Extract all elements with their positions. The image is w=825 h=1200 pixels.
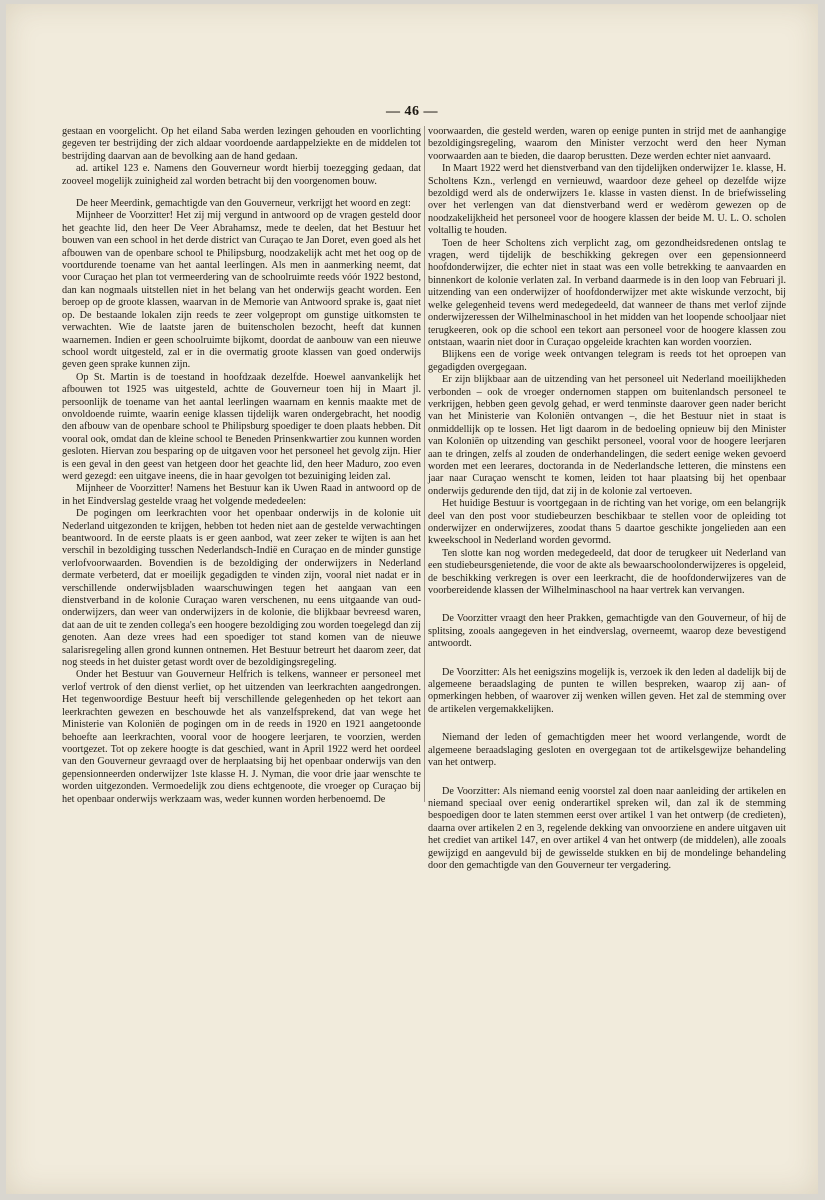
paragraph: De pogingen om leerkrachten voor het openbaar onderwijs in de kolonie uit Nederland uitgezonden te krijgen, hebben tot heden niet aan de gestelde verwachtingen beantwoord. In de eerste plaats is er geen aanbod, wat zeer zeker te wijten is aan het verschil in bezoldiging tusschen Nederlandsch-Indië en Curaçao en de minder gunstige verlofvoorwaarden. Bovendien is de bezoldiging der onderwijzers in Nederland dermate verbeterd, dat er moeilijk gegadigden te vinden zijn, vooral niet nadat er in verschillende onderwijsbladen waarschuwingen tegen het aangaan van een dienstverband in de kolonie Curaçao waren verschenen, nu eens uitgaande van oud-onderwijzers, dan weer van onderwijzers in de kolonie, die blijkbaar bevreesd waren, dat aan de uit te zenden collega's een hoogere bezoldiging zou worden toegelegd dan zij genoten. Aan deze vrees had een spoediger tot stand komen van de nieuwe salarisregeling allen grond kunnen ontnemen. Het Bestuur betreurt het daarom zeer, dat nog steeds in het duister getast wordt over de bezoldigingsregeling. bbox=[62, 508, 421, 669]
paragraph: De Voorzitter vraagt den heer Prakken, gemachtigde van den Gouverneur, of hij de splitsing, zooals aangegeven in het eindverslag, overneemt, waarop deze bevestigend antwoordt. bbox=[428, 613, 786, 650]
paragraph: Onder het Bestuur van Gouverneur Helfrich is telkens, wanneer er personeel met verlof vertrok of den dienst verliet, op het uitzenden van leerkrachten aangedrongen. Het tegenwoordige Bestuur heeft bij verschillende gelegenheden op het tekort aan leerkrachten gewezen en beschouwde het als vanzelfsprekend, dat van wege het Ministerie van Koloniën de pogingen om in de reeds in 1920 en 1921 aangetoonde behoefte aan leerkrachten, vooral voor de hoogere leerjaren, te voorzien, werden voortgezet. Tot op zekere hoogte is dat geschied, want in April 1922 werd het oordeel van den Gouverneur gevraagd over de herplaatsing bij het openbaar onderwijs van den gepensionneerden onderwijzer 1ste klasse H. J. Nyman, die voor drie jaar wenschte te worden uitgezonden. Vermoedelijk zou diens echtgenoote, die vroeger op Curaçao bij het openbaar onderwijs werkzaam was, weder kunnen worden herbenoemd. De bbox=[62, 669, 421, 805]
right-column bbox=[428, 126, 786, 872]
page-number: — 46 — bbox=[386, 104, 438, 119]
paragraph: Er zijn blijkbaar aan de uitzending van het personeel uit Nederland moeilijkheden verbonden – ook de vroeger ondernomen stappen om buitenlandsch personeel te verkrijgen, hebben geen gevolg gehad, er werd tenminste daarover geen nader bericht van het Ministerie van Koloniën ontvangen –, die het Bestuur niet in staat is onmiddellijk op te lossen. Het ligt daarom in de bedoeling opnieuw bij den Minister van Koloniën op uitzending van geschikt personeel, vooral voor de hoogere leerjaren aan te dringen, zelfs al zouden de onderhandelingen, die sedert eenige weken gevoerd worden met een leerares, doctoranda in de Nederlandsche letteren, die minstens een jaar naar Curaçao wenscht te komen, leiden tot haar plaatsing bij het openbaar onderwijs gedurende den tijd, dat zij in de kolonie zal vertoeven. bbox=[428, 374, 786, 497]
paragraph: De heer Meerdink, gemachtigde van den Gouverneur, verkrijgt het woord en zegt: bbox=[76, 198, 411, 210]
paragraph: gestaan en voorgelicht. Op het eiland Saba werden lezingen gehouden en voorlichting gegeven ter bestrijding der zich aldaar voordoende aardappelziekte en de middelen tot bestrijding daarvan aan de bevolking aan de hand gedaan. bbox=[62, 126, 421, 162]
newspaper-page bbox=[6, 4, 818, 1194]
paragraph: Blijkens een de vorige week ontvangen telegram is reeds tot het oproepen van gegadigden overgegaan. bbox=[428, 349, 786, 373]
paragraph: Mijnheer de Voorzitter! Het zij mij vergund in antwoord op de vragen gesteld door het geachte lid, den heer De Veer Abrahamsz, mede te deelen, dat het Bestuur het bouwen van een school in het derde district van Curaçao te Jan Doret, even goed als het afbouwen van de openbare school te Philipsburg, noodzakelijk acht met het oog op de voortdurende toename van het aantal leerlingen. Als men in aanmerking neemt, dat voor Curaçao het plan tot vermeerdering van de schoolruimte reeds vóór 1922 bestond, dan kan nogmaals uitstellen niet in het belang van het onderwijs geacht worden. Een beroep op de groote klassen, waarvan in de Memorie van Antwoord sprake is, gaat niet op. De bestaande lokalen zijn reeds te zeer volgepropt om gunstige uitkomsten te verwachten. Wie de laatste jaren de buitenscholen bezocht, heeft dat kunnen waarnemen. Indien er geen schoolruimte bijkomt, doordat de aanbouw van een nieuwe school wordt uitgesteld, zal er in die overmatig groote klassen van goed onderwijs geven geen sprake kunnen zijn. bbox=[62, 210, 421, 371]
paragraph: voorwaarden, die gesteld werden, waren op eenige punten in strijd met de aanhangige bezoldigingsregeling, waarom den Minister verzocht werd den heer Nyman voorwaarden aan te bieden, die daarop berustten. Deze werden echter niet aanvaard. bbox=[428, 126, 786, 162]
paragraph: Mijnheer de Voorzitter! Namens het Bestuur kan ik Uwen Raad in antwoord op de in het Eindverslag gestelde vraag het volgende mededeelen: bbox=[62, 483, 421, 507]
paragraph: In Maart 1922 werd het dienstverband van den tijdelijken onderwijzer 1e. klasse, H. Scholtens Kzn., verlengd en vernieuwd, waardoor deze geheel op dezelfde wijze bezoldigd werd als de onderwijzers 1e. klasse in vasten dienst. In de briefwisseling over het verlengen van dat dienstverband werd er wedèrom gewezen op de noodzakelijkheid het personeel voor de hoogere klassen der beide M. U. L. O. scholen voltallig te houden. bbox=[428, 163, 786, 237]
paragraph: De Voorzitter: Als het eenigszins mogelijk is, verzoek ik den leden al dadelijk bij de algemeene beraadslaging de punten te willen bespreken, waarop zij aan- of opmerkingen hebben, of waarover zij wenken willen geven. Het zal de stemming over de artikelen vergemakkelijken. bbox=[428, 666, 786, 715]
left-column bbox=[62, 126, 421, 806]
paragraph: De Voorzitter: Als niemand eenig voorstel zal doen naar aanleiding der artikelen en niemand speciaal over eenig onderartikel spreken wil, dan zal ik de stemming bespoedigen door te laten stemmen eerst over artikel 1 van het ontwerp (de credieten), daarna over artikelen 2 en 3, regelende dekking van onvoorziene en andere uitgaven uit het crediet van artikel 147, en over artikel 4 van het ontwerp (de middelen), alle zooals gewijzigd en aangevuld bij de gewisselde stukken en bij de mondelinge behandeling door den gemachtigde van den Gouverneur ter vergadering. bbox=[428, 785, 786, 871]
paragraph: Niemand der leden of gemachtigden meer het woord verlangende, wordt de algemeene beraadslaging gesloten en overgegaan tot de artikelsgewijze behandeling van het ontwerp. bbox=[428, 732, 786, 769]
column-divider bbox=[424, 126, 425, 802]
paragraph: Ten slotte kan nog worden medegedeeld, dat door de terugkeer uit Nederland van een studiebeursgenietende, die voor de akte als bewaarschoolonderwijzeres is opgeleid, de beschikking verkregen is over een leerkracht, die de hoofdonderwijzeres van de voorbereidende klassen der Wilhelminaschool na haar vertrek kan vervangen. bbox=[428, 547, 786, 597]
paragraph: ad. artikel 123 e. Namens den Gouverneur wordt hierbij toezegging gedaan, dat zooveel mogelijk zuinigheid zal worden betracht bij den voorgenomen bouw. bbox=[62, 163, 421, 187]
paragraph: Op St. Martin is de toestand in hoofdzaak dezelfde. Hoewel aanvankelijk het afbouwen tot 1925 was uitgesteld, achtte de Gouverneur toen hij in Maart jl. persoonlijk de toename van het aantal leerlingen waarnam en kennis maakte met de onvoldoende ruimte, waarin eenige klassen tijdelijk waren ondergebracht, het noodig den afbouw van de openbare school te Philipsburg spoediger te doen plaats hebben. Dit vooral ook, omdat dan de kleine school te Beneden Prinsenkwartier zou kunnen worden gesloten. Hiervan zou besparing op de uitgaven voor het personeel het gevolg zijn. Hier is een geval in den geest van hetgeen door het geachte lid, den heer Maduro, zoo even werd gezegd: een uitgave ineens, die in haar gevolgen tot bezuiniging leiden zal. bbox=[62, 371, 421, 482]
paragraph: Het huidige Bestuur is voortgegaan in de richting van het vorige, om een belangrijk deel van den post voor studiebeurzen beschikbaar te stellen voor de opleiding tot onderwijzer en onderwijzeres, zoodat thans 5 daartoe geschikte jongelieden aan een kweekschool in Nederland worden gevormd. bbox=[428, 498, 786, 547]
paragraph: Toen de heer Scholtens zich verplicht zag, om gezondheidsredenen ontslag te vragen, werd tijdelijk de beschikking gekregen over een gepensionneerd hoofdonderwijzer, die echter niet in staat was een volle betrekking te aanvaarden en binnenkort de kolonie verlaten zal. In verband daarmede is in den loop van Februari jl. uitzending van een onderwijzer of hoofdonderwijzer met akte wiskunde verzocht, bij welke gelegenheid tevens werd medegedeeld, dat wanneer de thans met verlof zijnde onderwijzeressen der Wilhelminaschool in het midden van het loopende schooljaar niet terugkeeren, ook op die school een tekort aan personeel voor de hoogere klassen zou ontstaan, waarin niet door in Curaçao opgeleide krachten kan worden voorzien. bbox=[428, 237, 786, 348]
